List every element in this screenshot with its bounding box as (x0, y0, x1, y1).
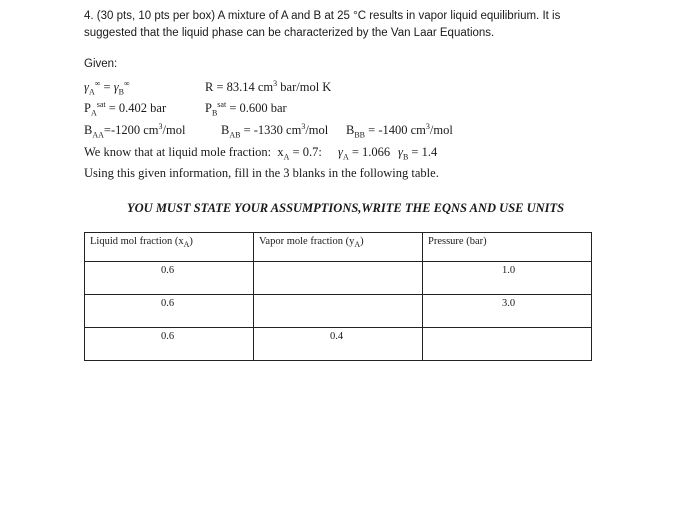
cell-pressure-value: 3.0 (502, 298, 516, 309)
problem-line-2: suggested that the liquid phase can be characterized by the Van Laar Equations. (84, 27, 495, 39)
known-condition: We know that at liquid mole fraction: $x_A = 0.7$: (84, 145, 322, 162)
cell-liquid (85, 295, 254, 328)
cell-liquid (85, 262, 254, 295)
vle-table (84, 232, 592, 361)
header-vapor-fraction: Vapor mole fraction $(y_A)$ (254, 233, 423, 262)
cell-pressure-value (423, 328, 591, 331)
b-ab: $B_{AB} = -1330$ $cm^3$/mol (221, 121, 329, 140)
b-aa: $B_{AA}=-1200$ $cm^3$/mol (84, 121, 186, 140)
cell-liquid-value: 0.6 (161, 298, 175, 309)
cell-vapor-value (254, 262, 422, 265)
cell-pressure-value: 1.0 (502, 265, 516, 276)
gamma-a-value: $\gamma_A = 1.066$ (338, 145, 391, 162)
gas-constant: R = 83.14 $cm^3$ bar/mol K (205, 78, 332, 94)
cell-vapor-value (254, 295, 422, 298)
cell-vapor (254, 328, 423, 361)
table-row (85, 262, 592, 295)
pa-sat: $P_A^{sat} = 0.402$ bar (84, 99, 167, 118)
header-liquid-fraction: Liquid mol fraction $(x_A)$ (85, 233, 254, 262)
b-bb: $B_{BB} = -1400$ $cm^3$/mol (346, 121, 453, 140)
cell-liquid-value: 0.6 (161, 265, 175, 276)
instruction-text: Using this given information, fill in the 3 blanks in the following table. (84, 166, 439, 180)
cell-vapor-blank[interactable] (254, 262, 423, 295)
table-row (85, 328, 592, 361)
pb-sat: $P_B^{sat} = 0.600$ bar (205, 99, 287, 118)
cell-vapor-blank[interactable] (254, 295, 423, 328)
header-pressure (423, 233, 592, 262)
cell-pressure-blank[interactable] (423, 328, 592, 361)
given-label: Given: (84, 58, 118, 70)
cell-pressure (423, 295, 592, 328)
gamma-b-value: $\gamma_B = 1.4$ (398, 145, 438, 162)
table-header-row (85, 233, 592, 262)
table-row (85, 295, 592, 328)
problem-line-1: 4. (30 pts, 10 pts per box) A mixture of A and B at 25 °C results in vapor liquid equilibrium. It is (84, 10, 561, 22)
gamma-infinity-relation: $\gamma_A^\infty = \gamma_B^\infty$ (84, 78, 130, 97)
cell-vapor-value: 0.4 (330, 331, 344, 342)
cell-liquid-value: 0.6 (161, 331, 175, 342)
emphasis-note: YOU MUST STATE YOUR ASSUMPTIONS,WRITE THE EQNS AND USE UNITS (127, 201, 565, 215)
cell-pressure (423, 262, 592, 295)
cell-liquid (85, 328, 254, 361)
header-pressure-label: Pressure (bar) (428, 236, 487, 247)
